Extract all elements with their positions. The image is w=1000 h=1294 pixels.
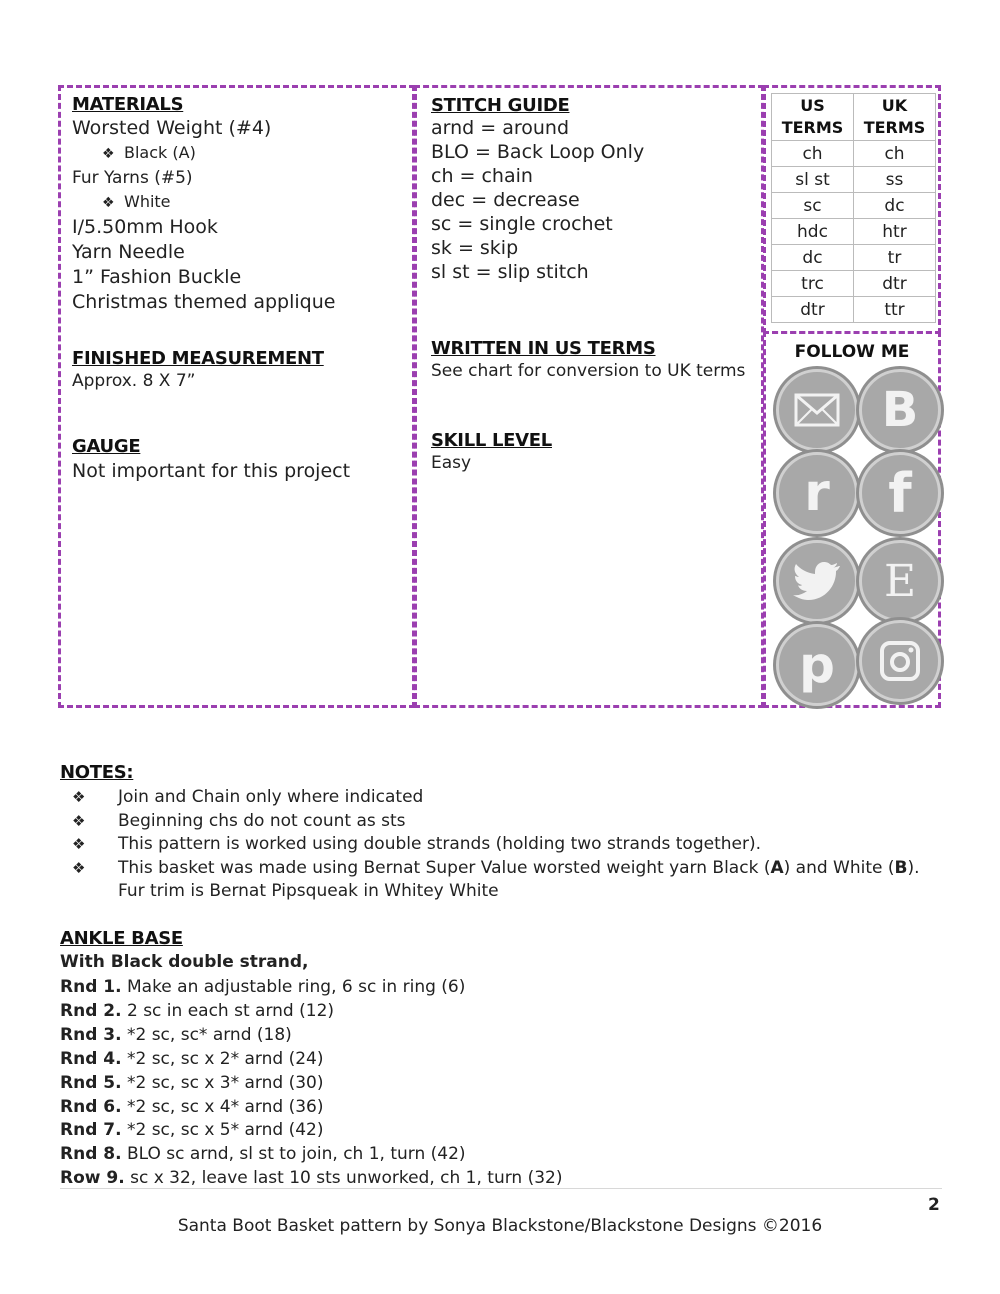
material-black: ❖ Black (A) bbox=[72, 141, 335, 166]
us-term: sl st bbox=[772, 167, 854, 193]
material-fur: Fur Yarns (#5) bbox=[72, 168, 193, 188]
footer-divider bbox=[60, 1188, 942, 1189]
table-row bbox=[772, 167, 936, 193]
stitch-item: arnd = around bbox=[431, 117, 570, 139]
written-section bbox=[431, 338, 745, 383]
skill-section bbox=[431, 430, 552, 475]
terms-header-row bbox=[772, 94, 936, 141]
materials-heading: MATERIALS bbox=[72, 94, 184, 115]
uk-term: dtr bbox=[854, 271, 936, 297]
twitter-icon[interactable] bbox=[776, 540, 858, 622]
table-row bbox=[772, 193, 936, 219]
etsy-icon[interactable]: E bbox=[859, 540, 941, 622]
stitch-guide-section bbox=[431, 95, 644, 284]
notes-heading: NOTES: bbox=[60, 762, 134, 783]
uk-term: dc bbox=[854, 193, 936, 219]
finished-heading: FINISHED MEASUREMENT bbox=[72, 348, 324, 369]
terms-table bbox=[771, 93, 936, 323]
round-row: Rnd 2. 2 sc in each st arnd (12) bbox=[60, 1001, 335, 1021]
stitch-guide-heading: STITCH GUIDE bbox=[431, 95, 570, 116]
uk-term: ss bbox=[854, 167, 936, 193]
finished-section bbox=[72, 348, 324, 393]
blogger-icon[interactable]: B bbox=[859, 369, 941, 451]
round-row: Rnd 8. BLO sc arnd, sl st to join, ch 1, turn (42) bbox=[60, 1144, 466, 1164]
round-row: Row 9. sc x 32, leave last 10 sts unworked, ch 1, turn (32) bbox=[60, 1168, 563, 1188]
stitch-item: sc = single crochet bbox=[431, 213, 613, 235]
material-applique: Christmas themed applique bbox=[72, 291, 336, 313]
us-term: sc bbox=[772, 193, 854, 219]
us-term: dtr bbox=[772, 297, 854, 323]
round-row: Rnd 6. *2 sc, sc x 4* arnd (36) bbox=[60, 1097, 324, 1117]
uk-term: ttr bbox=[854, 297, 936, 323]
written-heading: WRITTEN IN US TERMS bbox=[431, 338, 656, 359]
bullet-icon: ❖ bbox=[102, 195, 115, 211]
material-hook: I/5.50mm Hook bbox=[72, 216, 218, 238]
table-row bbox=[772, 219, 936, 245]
round-row: Rnd 1. Make an adjustable ring, 6 sc in ring (6) bbox=[60, 977, 466, 997]
us-term: trc bbox=[772, 271, 854, 297]
page-number: 2 bbox=[928, 1195, 940, 1215]
gauge-section bbox=[72, 436, 350, 484]
gauge-value: Not important for this project bbox=[72, 460, 351, 482]
us-term: hdc bbox=[772, 219, 854, 245]
table-row bbox=[772, 141, 936, 167]
us-term: ch bbox=[772, 141, 854, 167]
round-row: Rnd 7. *2 sc, sc x 5* arnd (42) bbox=[60, 1120, 324, 1140]
gauge-heading: GAUGE bbox=[72, 436, 141, 457]
bullet-icon: ❖ bbox=[72, 835, 86, 853]
finished-value: Approx. 8 X 7” bbox=[72, 371, 196, 391]
ankle-heading: ANKLE BASE bbox=[60, 928, 183, 949]
ravelry-icon[interactable]: r bbox=[776, 452, 858, 534]
list-item: ❖ This pattern is worked using double strands (holding two strands together). bbox=[72, 834, 761, 854]
email-icon[interactable] bbox=[776, 369, 858, 451]
table-row bbox=[772, 245, 936, 271]
material-buckle: 1” Fashion Buckle bbox=[72, 266, 242, 288]
footer-credit: Santa Boot Basket pattern by Sonya Blackstone/Blackstone Designs ©2016 bbox=[177, 1216, 823, 1236]
material-worsted: Worsted Weight (#4) bbox=[72, 117, 272, 139]
material-needle: Yarn Needle bbox=[72, 241, 185, 263]
material-white: ❖ White bbox=[72, 190, 335, 215]
uk-term: ch bbox=[854, 141, 936, 167]
table-row bbox=[772, 297, 936, 323]
stitch-item: BLO = Back Loop Only bbox=[431, 141, 645, 163]
uk-terms-header: UK TERMS bbox=[854, 94, 936, 141]
round-row: Rnd 5. *2 sc, sc x 3* arnd (30) bbox=[60, 1073, 324, 1093]
uk-term: htr bbox=[854, 219, 936, 245]
list-item: ❖ Join and Chain only where indicated bbox=[72, 787, 424, 807]
ankle-subheading: With Black double strand, bbox=[60, 952, 309, 972]
bullet-icon: ❖ bbox=[72, 788, 86, 806]
table-row bbox=[772, 271, 936, 297]
list-item: ❖ This basket was made using Bernat Super Value worsted weight yarn Black (A) and White (B). bbox=[72, 858, 920, 878]
stitch-item: sk = skip bbox=[431, 237, 519, 259]
pinterest-icon[interactable]: p bbox=[776, 624, 858, 706]
written-value: See chart for conversion to UK terms bbox=[431, 361, 746, 381]
uk-term: tr bbox=[854, 245, 936, 271]
round-row: Rnd 3. *2 sc, sc* arnd (18) bbox=[60, 1025, 292, 1045]
stitch-item: dec = decrease bbox=[431, 189, 580, 211]
bullet-icon: ❖ bbox=[72, 859, 86, 877]
skill-value: Easy bbox=[431, 453, 472, 473]
round-row: Rnd 4. *2 sc, sc x 2* arnd (24) bbox=[60, 1049, 324, 1069]
us-terms-header: US TERMS bbox=[772, 94, 854, 141]
bullet-icon: ❖ bbox=[72, 812, 86, 830]
list-item: ❖ Beginning chs do not count as sts bbox=[72, 811, 406, 831]
stitch-item: ch = chain bbox=[431, 165, 533, 187]
bullet-icon: ❖ bbox=[102, 146, 115, 162]
us-term: dc bbox=[772, 245, 854, 271]
follow-heading: FOLLOW ME bbox=[794, 342, 910, 362]
facebook-icon[interactable]: f bbox=[859, 452, 941, 534]
instagram-icon[interactable] bbox=[859, 620, 941, 702]
stitch-item: sl st = slip stitch bbox=[431, 261, 589, 283]
materials-section bbox=[72, 94, 335, 315]
list-item-continuation: Fur trim is Bernat Pipsqueak in Whitey White bbox=[118, 881, 499, 901]
skill-heading: SKILL LEVEL bbox=[431, 430, 552, 451]
